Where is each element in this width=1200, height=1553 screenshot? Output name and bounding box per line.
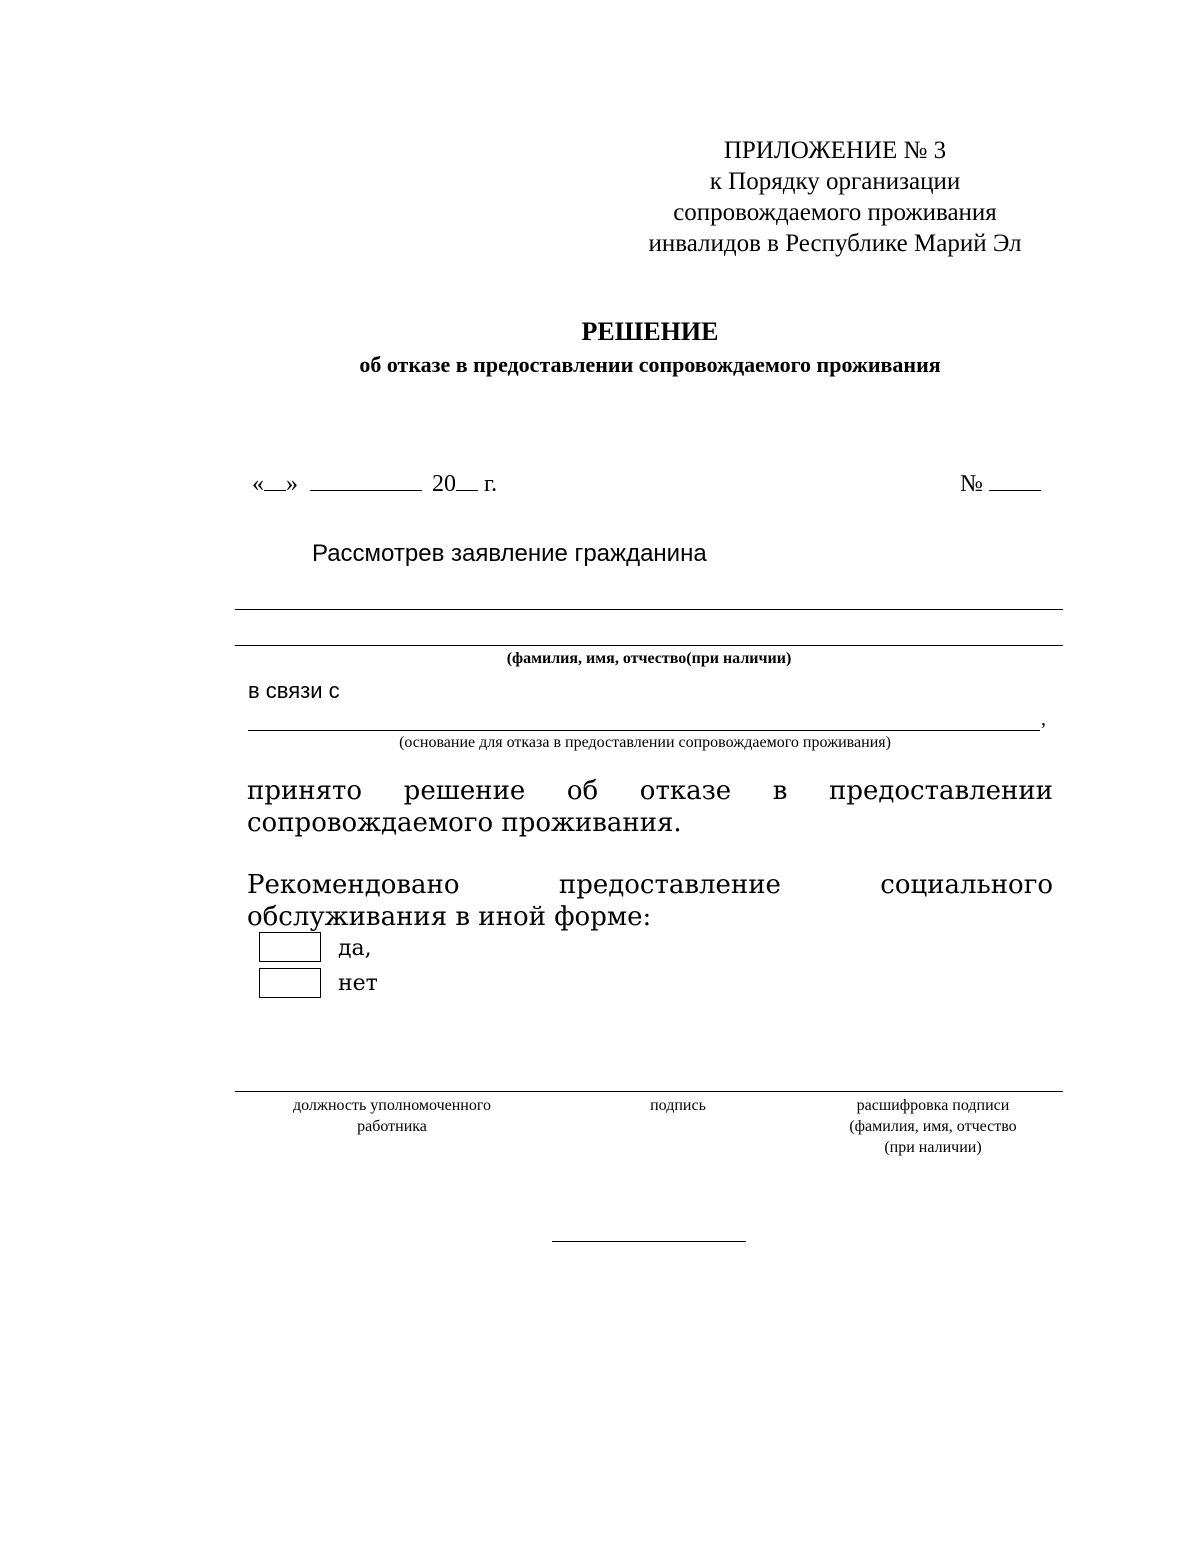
position-caption-line-1: должность уполномоченного [292,1097,492,1114]
reason-comma: , [1041,708,1046,730]
date-field [252,470,497,498]
signature-line[interactable] [235,1091,1063,1092]
yes-checkbox[interactable] [259,932,321,962]
position-caption [262,1095,522,1137]
number-blank[interactable] [989,470,1041,491]
closing-divider [552,1241,746,1242]
position-caption-line-2: работника [357,1118,427,1135]
recommendation-paragraph: Рекомендовано предоставление социального обслуживания в иной форме: [247,870,1053,932]
decision-paragraph: принято решение об отказе в предоставлении сопровождаемого проживания. [247,776,1053,838]
sign-caption: подпись [650,1097,706,1114]
document-title: РЕШЕНИЕ [581,317,719,346]
intro-text: Рассмотрев заявление гражданина [312,540,707,567]
day-blank[interactable] [264,470,286,491]
no-label: нет [338,971,378,996]
yes-label: да, [338,936,372,961]
year-prefix: 20 [432,471,456,497]
reason-line[interactable] [248,730,1040,731]
appendix-line-4: инвалидов в Республике Марий Эл [648,230,1022,257]
decode-caption-line-1: расшифровка подписи [856,1097,1010,1114]
month-blank[interactable] [310,470,422,491]
no-checkbox[interactable] [259,968,321,998]
decode-caption [818,1095,1048,1158]
decode-caption-line-3: (при наличии) [884,1139,982,1156]
date-close-quote: » [286,471,298,497]
number-sign: № [960,471,983,497]
fio-line-1[interactable] [235,609,1063,610]
reason-label: в связи с [248,678,340,703]
appendix-header [620,135,1050,259]
appendix-line-3: сопровождаемого проживания [673,199,997,226]
date-open-quote: « [252,471,264,497]
reason-caption: (основание для отказа в предоставлении сопровождаемого проживания) [399,734,891,751]
decode-caption-line-2: (фамилия, имя, отчество [849,1118,1017,1135]
appendix-title: ПРИЛОЖЕНИЕ № 3 [723,137,947,164]
document-subtitle: об отказе в предоставлении сопровождаемого проживания [359,352,941,377]
appendix-line-2: к Порядку организации [709,168,961,195]
fio-caption: (фамилия, имя, отчество(при наличии) [506,650,792,667]
fio-line-2[interactable] [235,645,1063,646]
year-blank[interactable] [456,470,478,491]
year-suffix: г. [484,471,498,497]
number-field [960,470,1041,498]
